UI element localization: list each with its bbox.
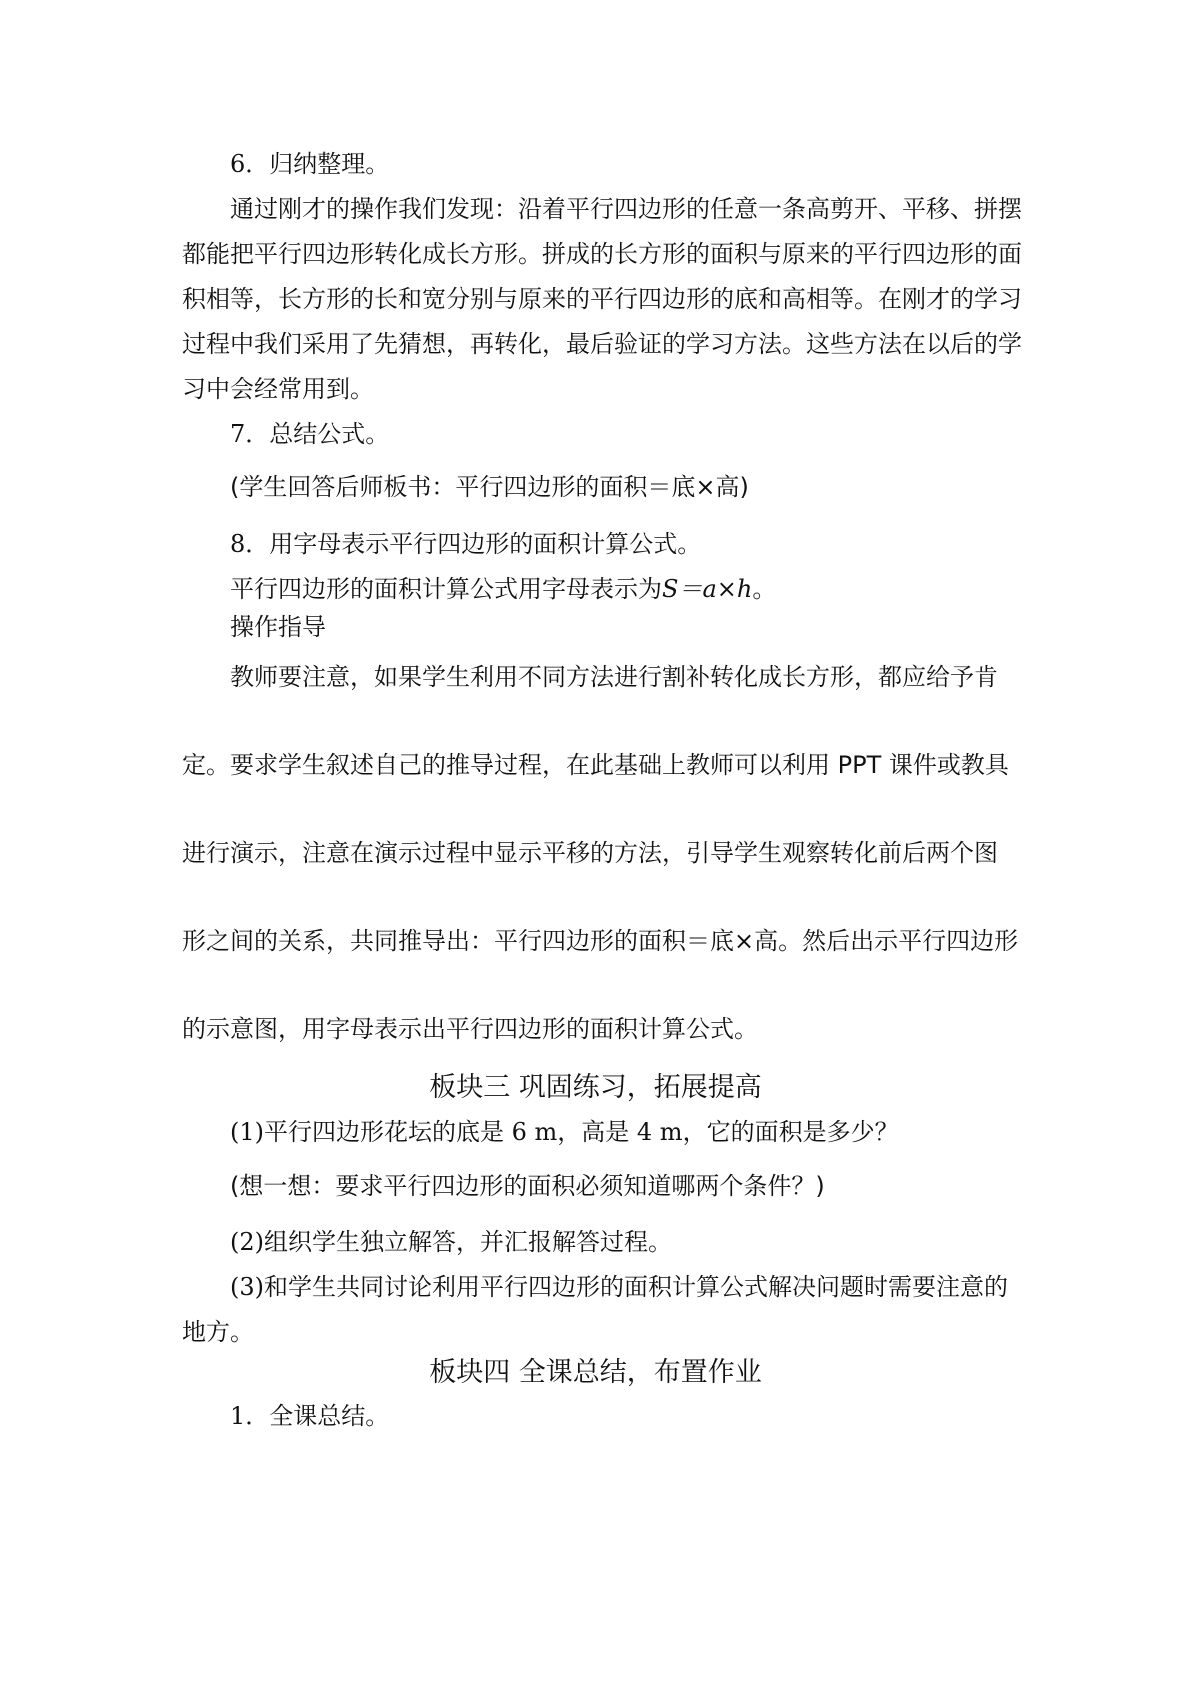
section-3-heading: 板块三 巩固练习，拓展提高 (429, 1072, 762, 1103)
question-1: (1)平行四边形花坛的底是 6 m，高是 4 m，它的面积是多少？ (230, 1118, 899, 1146)
paragraph-line: 通过刚才的操作我们发现：沿着平行四边形的任意一条高剪开、平移、拼摆 (230, 195, 1022, 223)
formula-note: (学生回答后师板书：平行四边形的面积＝底×高) (230, 473, 749, 501)
question-3-line: 地方。 (182, 1318, 254, 1346)
guide-line: 教师要注意，如果学生利用不同方法进行割补转化成长方形，都应给予肯 (230, 663, 998, 691)
paragraph-line: 都能把平行四边形转化成长方形。拼成的长方形的面积与原来的平行四边形的面 (182, 240, 1022, 268)
paragraph-line: 习中会经常用到。 (182, 375, 374, 403)
item-6-title: 6．归纳整理。 (230, 150, 390, 178)
item-8-title: 8．用字母表示平行四边形的面积计算公式。 (230, 530, 702, 558)
guide-line: 进行演示，注意在演示过程中显示平移的方法，引导学生观察转化前后两个图 (182, 839, 998, 867)
guide-line: 形之间的关系，共同推导出：平行四边形的面积＝底×高。然后出示平行四边形 (182, 927, 1019, 955)
formula-prefix: 平行四边形的面积计算公式用字母表示为 (230, 575, 662, 603)
formula-expression: S＝a×h (662, 575, 753, 603)
guide-line: 的示意图，用字母表示出平行四边形的面积计算公式。 (182, 1015, 758, 1043)
paragraph-line: 过程中我们采用了先猜想，再转化，最后验证的学习方法。这些方法在以后的学 (182, 330, 1022, 358)
formula-suffix: 。 (752, 575, 777, 603)
formula-line (230, 569, 1022, 604)
question-2: (2)组织学生独立解答，并汇报解答过程。 (230, 1228, 672, 1256)
section-4-item-1: 1．全课总结。 (230, 1402, 390, 1430)
guide-title: 操作指导 (230, 613, 326, 641)
section-4-heading: 板块四 全课总结，布置作业 (429, 1357, 762, 1388)
paragraph-line: 积相等，长方形的长和宽分别与原来的平行四边形的底和高相等。在刚才的学习 (182, 285, 1022, 313)
guide-line: 定。要求学生叙述自己的推导过程，在此基础上教师可以利用 PPT 课件或教具 (182, 751, 1009, 779)
question-1-hint: (想一想：要求平行四边形的面积必须知道哪两个条件？) (230, 1172, 825, 1200)
question-3-line: (3)和学生共同讨论利用平行四边形的面积计算公式解决问题时需要注意的 (230, 1273, 1008, 1301)
item-7-title: 7．总结公式。 (230, 420, 390, 448)
